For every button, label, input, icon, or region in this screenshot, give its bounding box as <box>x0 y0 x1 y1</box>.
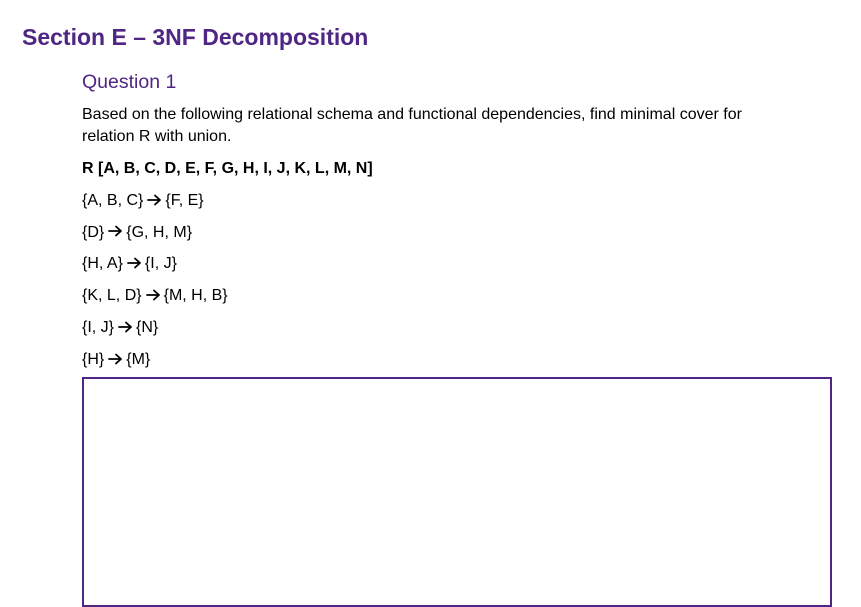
right-arrow-icon <box>146 289 161 301</box>
functional-dependency <box>82 190 837 212</box>
functional-dependency-list <box>82 190 837 371</box>
dependency-lhs: {H, A} <box>82 255 123 273</box>
dependency-rhs: {M} <box>126 350 151 368</box>
question-title: Question 1 <box>82 71 177 93</box>
dependency-lhs: {K, L, D} <box>82 287 142 305</box>
dependency-lhs: {D} <box>82 223 105 241</box>
right-arrow-icon <box>108 225 123 237</box>
right-arrow-icon <box>147 194 162 206</box>
right-arrow-icon <box>108 353 123 365</box>
dependency-rhs: {M, H, B} <box>163 287 228 305</box>
question-content <box>82 68 837 371</box>
dependency-rhs: {I, J} <box>144 255 177 273</box>
dependency-rhs: {G, H, M} <box>126 223 193 241</box>
dependency-lhs: {A, B, C} <box>82 191 144 209</box>
functional-dependency <box>82 317 837 339</box>
answer-box[interactable] <box>82 377 832 607</box>
dependency-rhs: {N} <box>136 318 159 336</box>
functional-dependency <box>82 253 837 275</box>
right-arrow-icon <box>127 257 142 269</box>
dependency-lhs: {I, J} <box>82 318 115 336</box>
functional-dependency <box>82 349 837 371</box>
functional-dependency <box>82 285 837 307</box>
right-arrow-icon <box>118 321 133 333</box>
question-prompt: Based on the following relational schema and functional dependencies, find minimal cover for relation R with union. <box>82 106 742 145</box>
functional-dependency <box>82 222 837 244</box>
relation-schema: R [A, B, C, D, E, F, G, H, I, J, K, L, M, N] <box>82 160 373 177</box>
dependency-rhs: {F, E} <box>165 191 204 209</box>
dependency-lhs: {H} <box>82 350 105 368</box>
section-title: Section E – 3NF Decomposition <box>22 24 369 50</box>
